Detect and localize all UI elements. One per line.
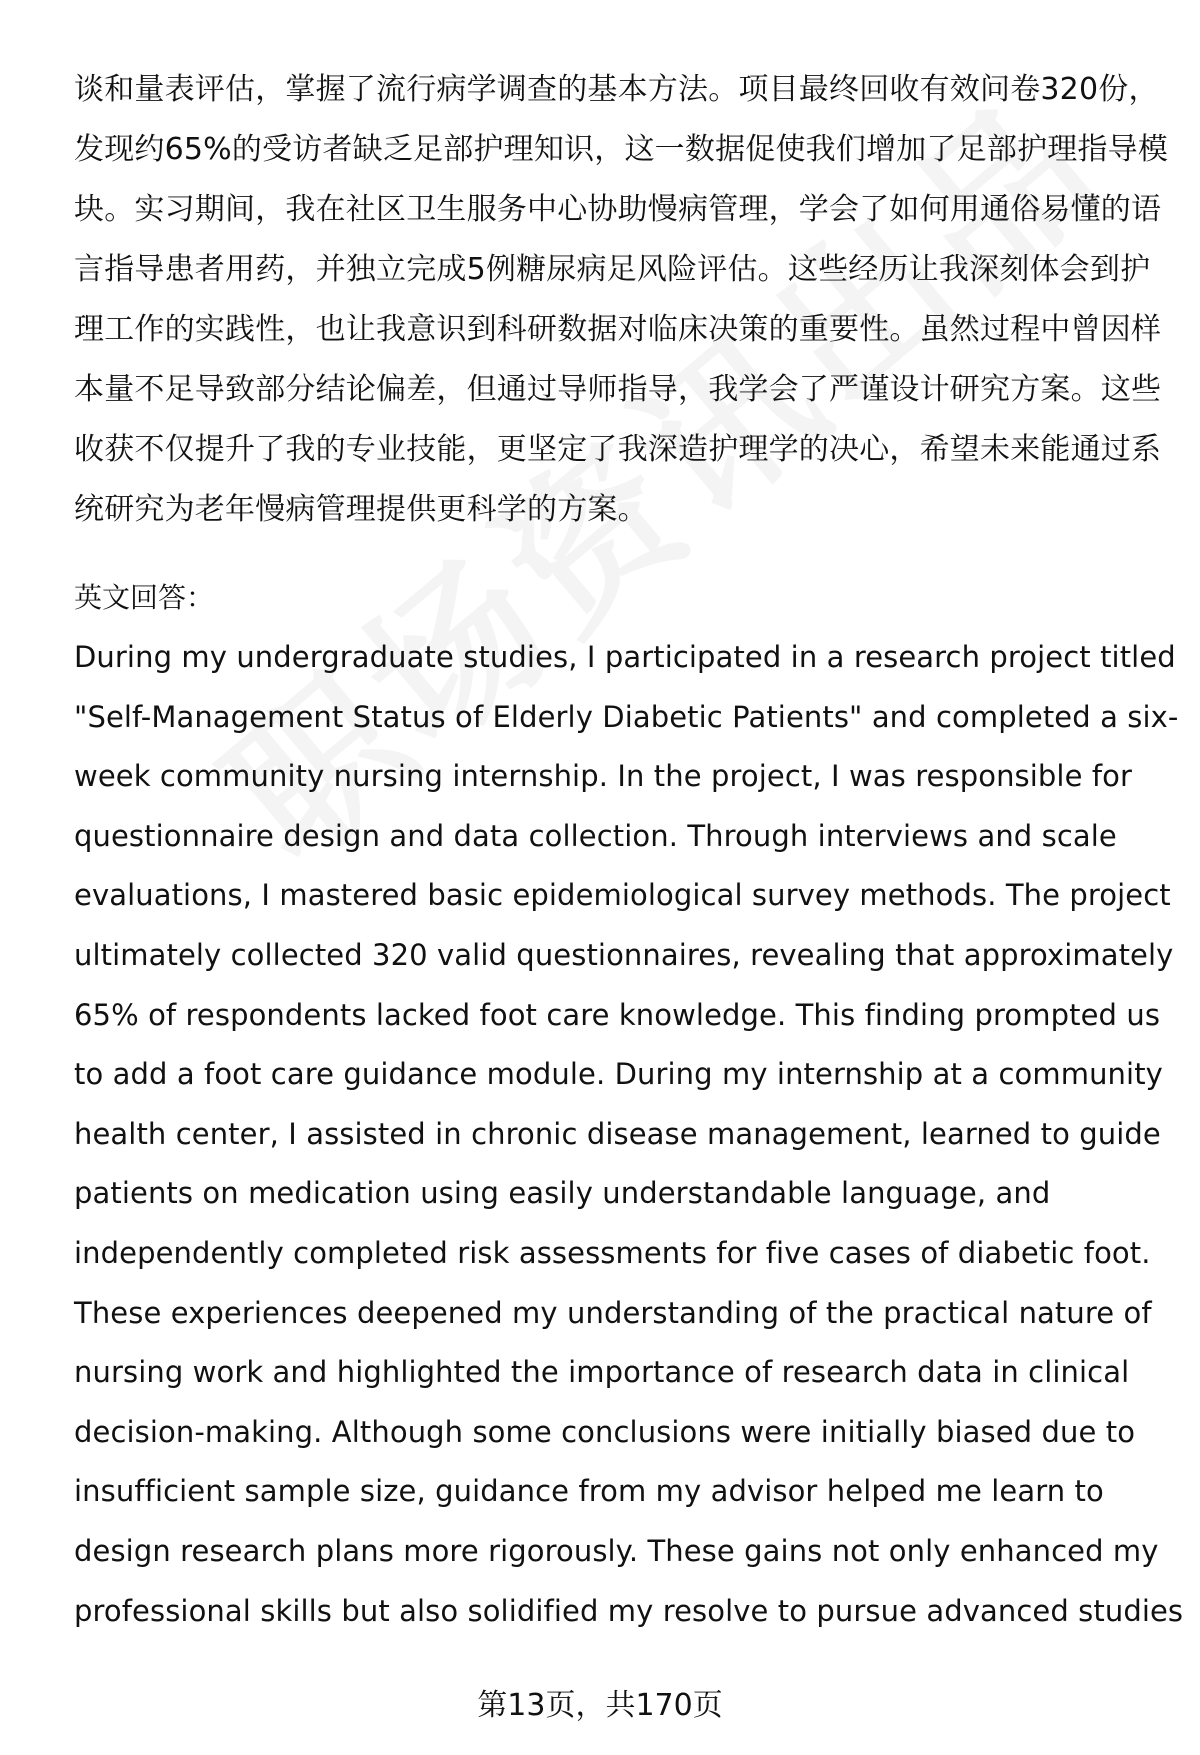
text-line: independently completed risk assessments for five cases of diabetic foot. <box>74 1235 1151 1270</box>
text-line: to add a foot care guidance module. During my internship at a community <box>74 1057 1163 1092</box>
text-line: 块。实习期间，我在社区卫生服务中心协助慢病管理，学会了如何用通俗易懂的语 <box>74 192 1162 227</box>
text-line: nursing work and highlighted the importance of research data in clinical <box>74 1355 1130 1390</box>
text-line: evaluations, I mastered basic epidemiological survey methods. The project <box>74 878 1171 913</box>
english-answer-paragraph <box>74 628 1184 1641</box>
text-line: professional skills but also solidified my resolve to pursue advanced studies <box>74 1593 1184 1628</box>
text-line: 本量不足导致部分结论偏差，但通过导师指导，我学会了严谨设计研究方案。这些 <box>74 372 1162 407</box>
text-line: questionnaire design and data collection. Through interviews and scale <box>74 818 1117 853</box>
page-indicator: 第13页，共170页 <box>477 1688 723 1723</box>
text-line: insufficient sample size, guidance from my advisor helped me learn to <box>74 1474 1104 1509</box>
text-line: 言指导患者用药，并独立完成5例糖尿病足风险评估。这些经历让我深刻体会到护 <box>74 252 1151 287</box>
text-line: ultimately collected 320 valid questionnaires, revealing that approximately <box>74 937 1174 972</box>
text-line: 65% of respondents lacked foot care knowledge. This finding prompted us <box>74 997 1161 1032</box>
chinese-answer-paragraph <box>74 60 1169 540</box>
text-line: These experiences deepened my understanding of the practical nature of <box>74 1295 1152 1330</box>
text-line: During my undergraduate studies, I participated in a research project titled <box>74 640 1176 674</box>
text-line: design research plans more rigorously. These gains not only enhanced my <box>74 1533 1159 1568</box>
text-line: 理工作的实践性，也让我意识到科研数据对临床决策的重要性。虽然过程中曾因样 <box>74 312 1162 347</box>
document-page <box>74 60 1184 1641</box>
text-line: decision-making. Although some conclusions were initially biased due to <box>74 1414 1136 1449</box>
text-line: 谈和量表评估，掌握了流行病学调查的基本方法。项目最终回收有效问卷320份， <box>74 72 1159 107</box>
text-line: health center, I assisted in chronic disease management, learned to guide <box>74 1116 1161 1151</box>
text-line: 收获不仅提升了我的专业技能，更坚定了我深造护理学的决心，希望未来能通过系 <box>74 432 1162 467</box>
text-line: 发现约65%的受访者缺乏足部护理知识，这一数据促使我们增加了足部护理指导模 <box>74 132 1169 167</box>
text-line: week community nursing internship. In the project, I was responsible for <box>74 759 1133 794</box>
text-line: "Self-Management Status of Elderly Diabetic Patients" and completed a six- <box>74 699 1179 734</box>
text-line: patients on medication using easily understandable language, and <box>74 1176 1051 1211</box>
english-answer-label: 英文回答： <box>74 581 215 614</box>
text-line: 统研究为老年慢病管理提供更科学的方案。 <box>74 492 648 527</box>
